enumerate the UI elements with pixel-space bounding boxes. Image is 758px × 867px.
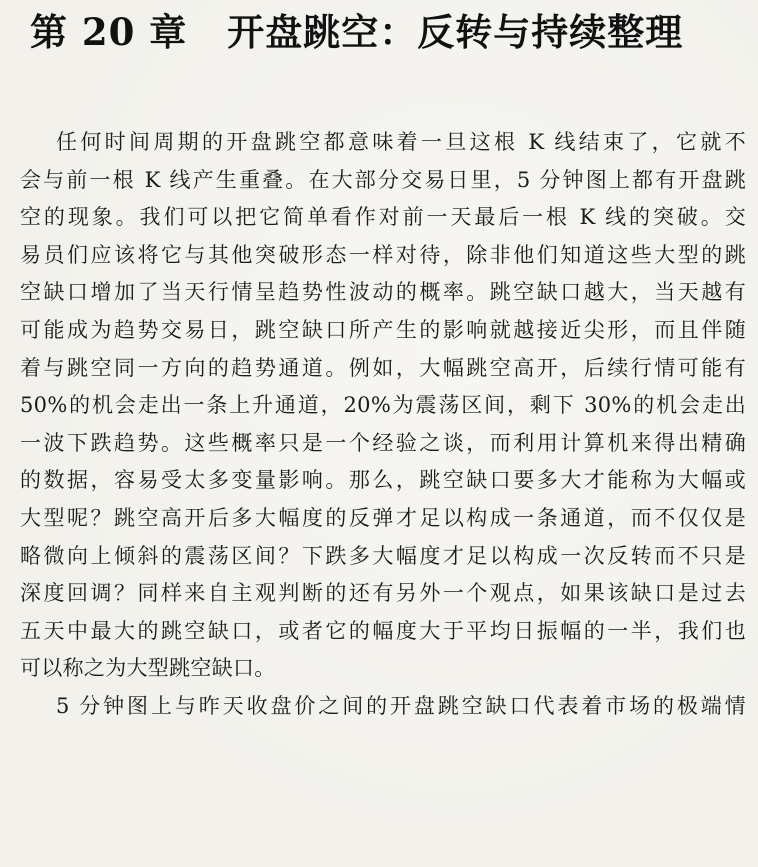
- text-line: 5 分钟图上与昨天收盘价之间的开盘跳空缺口代表着市场的极端情: [56, 693, 746, 718]
- text-line: 空的现象。我们可以把它简单看作对前一天最后一根 K 线的突破。交: [20, 205, 746, 230]
- text-line: 任何时间周期的开盘跳空都意味着一旦这根 K 线结束了，它就不: [56, 130, 746, 154]
- text-line: 的数据，容易受太多变量影响。那么，跳空缺口要多大才能称为大幅或: [20, 468, 746, 493]
- body-text: [20, 124, 746, 726]
- paragraph-2: [20, 688, 746, 726]
- text-line: 可能成为趋势交易日，跳空缺口所产生的影响就越接近尖形，而且伴随: [20, 317, 746, 342]
- text-line: 可以称之为大型跳空缺口。: [20, 656, 276, 681]
- chapter-heading: [30, 6, 730, 58]
- text-line: 一波下跌趋势。这些概率只是一个经验之谈，而利用计算机来得出精确: [20, 430, 746, 455]
- text-line: 50%的机会走出一条上升通道，20%为震荡区间，剩下 30%的机会走出: [20, 393, 746, 418]
- paragraph-1: [20, 124, 746, 688]
- text-line: 大型呢？跳空高开后多大幅度的反弹才足以构成一条通道，而不仅仅是: [20, 505, 746, 530]
- chapter-number: 第 20 章: [30, 10, 188, 54]
- text-line: 着与跳空同一方向的趋势通道。例如，大幅跳空高开，后续行情可能有: [20, 355, 746, 380]
- chapter-title: 开盘跳空：反转与持续整理: [227, 10, 684, 54]
- text-line: 易员们应该将它与其他突破形态一样对待，除非他们知道这些大型的跳: [20, 242, 746, 267]
- text-line: 空缺口增加了当天行情呈趋势性波动的概率。跳空缺口越大，当天越有: [20, 280, 746, 305]
- text-line: 深度回调？同样来自主观判断的还有另外一个观点，如果该缺口是过去: [20, 581, 746, 606]
- text-line: 会与前一根 K 线产生重叠。在大部分交易日里，5 分钟图上都有开盘跳: [20, 167, 746, 192]
- text-line: 五天中最大的跳空缺口，或者它的幅度大于平均日振幅的一半，我们也: [20, 618, 746, 643]
- text-line: 略微向上倾斜的震荡区间？下跌多大幅度才足以构成一次反转而不只是: [20, 543, 746, 568]
